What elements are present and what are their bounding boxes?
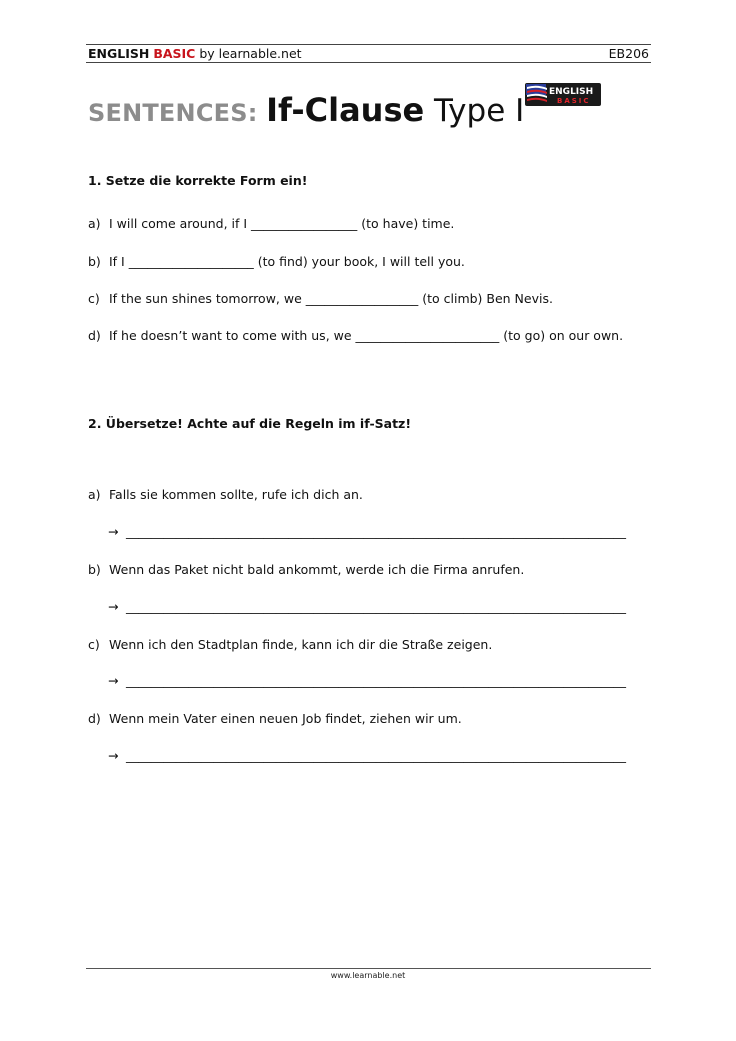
exercise1-item-d — [88, 328, 623, 343]
page-title — [88, 88, 524, 138]
answer-line-d — [108, 748, 626, 763]
item-label: a) — [88, 487, 101, 502]
item-text: Falls sie kommen sollte, rufe ich dich an. — [109, 487, 363, 502]
answer-line-c — [108, 673, 626, 688]
exercise2-item-d — [88, 711, 462, 726]
item-label: d) — [88, 711, 101, 726]
arrow-icon: → — [108, 599, 119, 614]
logo-english-text: ENGLISH — [549, 87, 594, 97]
item-text: If he doesn’t want to come with us, we _______________________ (to go) on our own. — [109, 328, 624, 343]
answer-line-b — [108, 599, 626, 614]
page-header — [88, 45, 649, 62]
title-sentences: SENTENCES: — [88, 99, 267, 127]
arrow-icon: → — [108, 524, 119, 539]
item-text: If I ____________________ (to find) your book, I will tell you. — [109, 254, 465, 269]
brand-english: ENGLISH — [88, 46, 150, 61]
answer-blank: ________________________________________________________________________________ — [126, 524, 626, 539]
arrow-icon: → — [108, 748, 119, 763]
worksheet-code: EB206 — [608, 46, 649, 61]
section2-heading: 2. Übersetze! Achte auf die Regeln im if-Satz! — [88, 416, 412, 431]
exercise1-item-a — [88, 216, 454, 231]
item-label: b) — [88, 562, 101, 577]
title-type: Type I — [424, 93, 525, 129]
item-label: d) — [88, 328, 101, 343]
item-text: If the sun shines tomorrow, we __________________ (to climb) Ben Nevis. — [109, 291, 553, 306]
answer-blank: ________________________________________________________________________________ — [126, 748, 626, 763]
arrow-icon: → — [108, 673, 119, 688]
footer-url: www.learnable.net — [330, 971, 406, 980]
exercise2-item-c — [88, 637, 492, 652]
item-label: b) — [88, 254, 101, 269]
title-if-clause: If-Clause — [266, 91, 425, 129]
exercise2-item-b — [88, 562, 524, 577]
item-text: Wenn ich den Stadtplan finde, kann ich dir die Straße zeigen. — [109, 637, 493, 652]
logo-basic-text: BASIC — [557, 97, 591, 105]
footer-rule — [86, 968, 651, 969]
brand-rest: by learnable.net — [195, 46, 302, 61]
item-label: c) — [88, 637, 100, 652]
answer-line-a — [108, 524, 626, 539]
item-text: Wenn mein Vater einen neuen Job findet, ziehen wir um. — [109, 711, 462, 726]
answer-blank: ________________________________________________________________________________ — [126, 599, 626, 614]
item-text: I will come around, if I _________________ (to have) time. — [109, 216, 455, 231]
item-text: Wenn das Paket nicht bald ankommt, werde ich die Firma anrufen. — [109, 562, 525, 577]
exercise2-item-a — [88, 487, 363, 502]
english-basic-logo — [525, 83, 601, 106]
exercise1-item-b — [88, 254, 465, 269]
answer-blank: ________________________________________________________________________________ — [126, 673, 626, 688]
item-label: c) — [88, 291, 100, 306]
brand-basic: BASIC — [153, 46, 196, 61]
header-bottom-rule — [86, 62, 651, 63]
exercise1-item-c — [88, 291, 553, 306]
item-label: a) — [88, 216, 101, 231]
section1-heading: 1. Setze die korrekte Form ein! — [88, 173, 308, 188]
